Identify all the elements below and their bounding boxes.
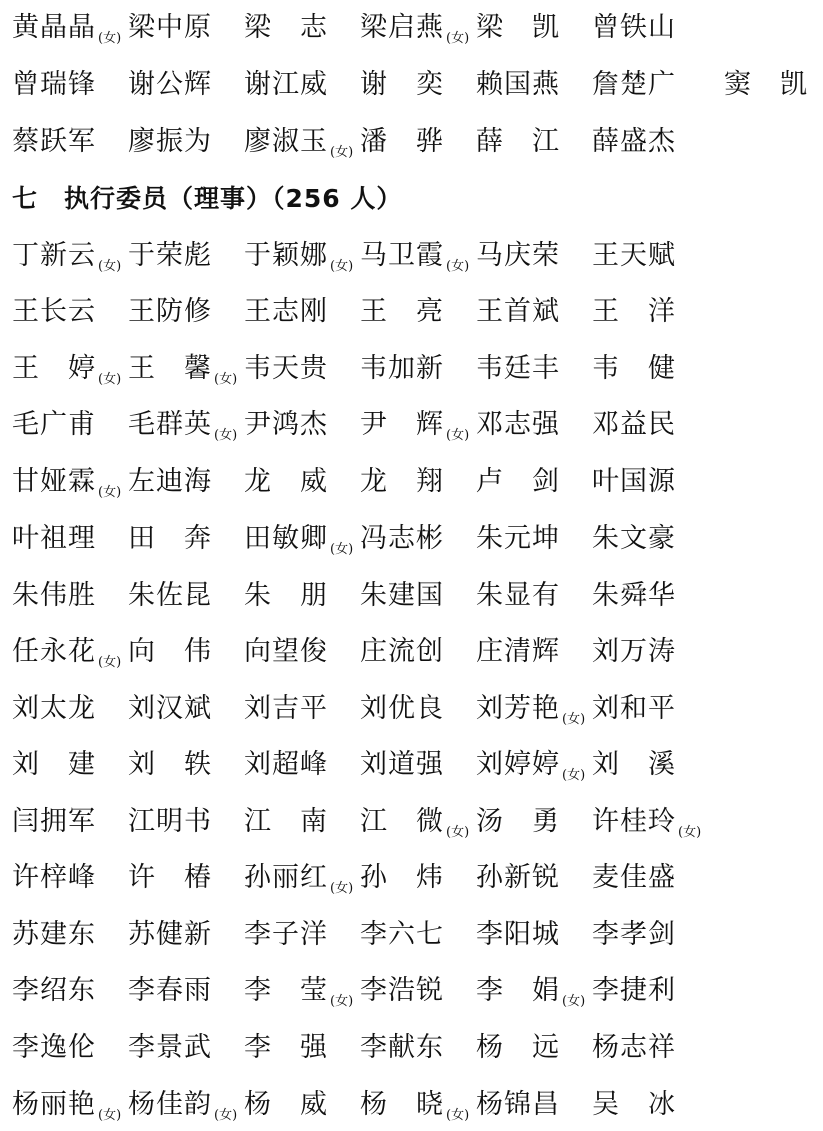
member-name: [360, 122, 444, 162]
member-name-text: 杨锦昌: [476, 1089, 560, 1120]
member-name: [128, 405, 237, 450]
member-name-text: 潘 骅: [360, 126, 444, 157]
member-name-text: 王长云: [12, 296, 96, 327]
member-name-text: 王 洋: [592, 296, 676, 327]
member-name-text: 江明书: [128, 806, 212, 837]
member-name: [128, 65, 212, 105]
member-name-text: 李捷利: [592, 975, 676, 1006]
member-name-text: 梁 凯: [476, 12, 560, 43]
member-name-text: 王 馨: [128, 353, 212, 384]
member-name-text: 韦加新: [360, 353, 444, 384]
female-tag: (女): [98, 655, 122, 670]
member-name: [592, 65, 676, 105]
member-name: [476, 292, 560, 332]
female-tag: (女): [98, 31, 122, 46]
member-name: [128, 802, 212, 842]
member-name: [592, 462, 676, 502]
member-name: [476, 122, 560, 162]
member-name-text: 刘 溪: [592, 749, 676, 780]
member-name: [360, 1085, 469, 1130]
member-name-text: 李六七: [360, 919, 444, 950]
member-name-text: 向 伟: [128, 636, 212, 667]
member-name: [244, 349, 328, 389]
member-name: [592, 576, 676, 616]
member-name: [592, 405, 676, 445]
member-name: [244, 8, 328, 48]
member-name-text: 韦廷丰: [476, 353, 560, 384]
member-name: [592, 745, 676, 785]
member-name: [592, 1085, 676, 1125]
female-tag: (女): [562, 712, 586, 727]
female-tag: (女): [214, 428, 238, 443]
member-name-text: 王 亮: [360, 296, 444, 327]
member-name-text: 许梓峰: [12, 862, 96, 893]
member-name: [592, 915, 676, 955]
member-name-text: 李景武: [128, 1032, 212, 1063]
member-name-text: 梁中原: [128, 12, 212, 43]
member-name: [12, 576, 96, 616]
member-name: [128, 858, 212, 898]
member-name-text: 叶国源: [592, 466, 676, 497]
member-name: [592, 858, 676, 898]
member-name: [12, 1028, 96, 1068]
member-name-text: 左迪海: [128, 466, 212, 497]
member-name-text: 朱文豪: [592, 523, 676, 554]
member-name-text: 薛盛杰: [592, 126, 676, 157]
member-name: [360, 971, 444, 1011]
member-name-text: 庄流创: [360, 636, 444, 667]
member-name: [128, 745, 212, 785]
member-name-text: 韦 健: [592, 353, 676, 384]
member-name: [476, 405, 560, 445]
female-tag: (女): [98, 372, 122, 387]
member-name: [12, 519, 96, 559]
member-name: [360, 745, 444, 785]
member-name: [128, 1028, 212, 1068]
member-name-text: 黄晶晶: [12, 12, 96, 43]
member-name: [476, 1028, 560, 1068]
member-name-text: 许桂玲: [592, 806, 676, 837]
member-name: [12, 1085, 121, 1130]
member-name-text: 孙新锐: [476, 862, 560, 893]
member-name-text: 刘优良: [360, 693, 444, 724]
member-name: [476, 858, 560, 898]
member-name-text: 詹楚广: [592, 69, 676, 100]
member-name-text: 闫拥军: [12, 806, 96, 837]
female-tag: (女): [330, 994, 354, 1009]
female-tag: (女): [214, 372, 238, 387]
member-name-text: 刘芳艳: [476, 693, 560, 724]
member-name-text: 王志刚: [244, 296, 328, 327]
member-name: [476, 8, 560, 48]
member-name: [476, 915, 560, 955]
member-name: [360, 292, 444, 332]
member-name: [244, 915, 328, 955]
member-name: [12, 292, 96, 332]
member-name: [12, 236, 121, 281]
member-name-text: 刘 轶: [128, 749, 212, 780]
member-name-text: 庄清辉: [476, 636, 560, 667]
member-name-text: 尹鸿杰: [244, 409, 328, 440]
member-name: [128, 236, 212, 276]
female-tag: (女): [330, 145, 354, 160]
member-name: [592, 236, 676, 276]
member-name: [12, 8, 121, 53]
member-name: [360, 519, 444, 559]
member-name: [592, 8, 676, 48]
member-name: [12, 122, 96, 162]
member-name-text: 李 强: [244, 1032, 328, 1063]
member-name-text: 邓志强: [476, 409, 560, 440]
member-name-text: 李阳城: [476, 919, 560, 950]
female-tag: (女): [98, 1108, 122, 1123]
member-name: [244, 519, 353, 564]
member-name-text: 李春雨: [128, 975, 212, 1006]
member-name: [244, 689, 328, 729]
member-name: [128, 1085, 237, 1130]
member-name-text: 孙 炜: [360, 862, 444, 893]
member-name-text: 李 莹: [244, 975, 328, 1006]
member-name: [244, 971, 353, 1016]
member-name: [128, 8, 212, 48]
female-tag: (女): [446, 31, 470, 46]
member-name: [128, 122, 212, 162]
member-name: [128, 971, 212, 1011]
member-name-text: 曾瑞锋: [12, 69, 96, 100]
member-name: [12, 971, 96, 1011]
member-name: [360, 802, 469, 847]
female-tag: (女): [446, 428, 470, 443]
female-tag: (女): [446, 1108, 470, 1123]
member-name-text: 许 椿: [128, 862, 212, 893]
member-name-text: 梁启燕: [360, 12, 444, 43]
member-name-text: 王防修: [128, 296, 212, 327]
member-name-text: 苏建东: [12, 919, 96, 950]
member-name: [360, 632, 444, 672]
member-name: [12, 689, 96, 729]
member-name: [128, 462, 212, 502]
member-name: [12, 405, 96, 445]
member-name: [592, 122, 676, 162]
member-name: [244, 1028, 328, 1068]
member-name-text: 窦 凯: [724, 69, 808, 100]
member-name: [128, 292, 212, 332]
member-name-text: 谢公辉: [128, 69, 212, 100]
member-name: [128, 689, 212, 729]
member-name: [12, 915, 96, 955]
member-name-text: 韦天贵: [244, 353, 328, 384]
member-name-text: 蔡跃军: [12, 126, 96, 157]
member-name: [360, 236, 469, 281]
member-name: [476, 462, 560, 502]
member-name: [592, 292, 676, 332]
member-name: [592, 632, 676, 672]
member-name-text: 李献东: [360, 1032, 444, 1063]
female-tag: (女): [562, 994, 586, 1009]
member-name-text: 王天赋: [592, 240, 676, 271]
member-name: [128, 349, 237, 394]
female-tag: (女): [98, 259, 122, 274]
member-name-text: 朱伟胜: [12, 580, 96, 611]
section-heading: 七 执行委员（理事）（256 人）: [12, 184, 403, 213]
member-name-text: 朱 朋: [244, 580, 328, 611]
member-name: [476, 632, 560, 672]
member-name: [476, 689, 585, 734]
member-name-text: 刘汉斌: [128, 693, 212, 724]
member-name-text: 刘和平: [592, 693, 676, 724]
female-tag: (女): [446, 259, 470, 274]
member-name-text: 刘万涛: [592, 636, 676, 667]
member-name: [244, 122, 353, 167]
member-name-text: 刘道强: [360, 749, 444, 780]
member-name-text: 李子洋: [244, 919, 328, 950]
member-name: [360, 405, 469, 450]
member-name: [592, 971, 676, 1011]
member-name: [244, 632, 328, 672]
female-tag: (女): [330, 259, 354, 274]
member-name: [244, 1085, 328, 1125]
member-name-text: 甘娅霖: [12, 466, 96, 497]
member-name: [244, 462, 328, 502]
member-name-text: 朱建国: [360, 580, 444, 611]
member-name-text: 赖国燕: [476, 69, 560, 100]
member-name: [360, 462, 444, 502]
member-name-text: 孙丽红: [244, 862, 328, 893]
member-name: [360, 858, 444, 898]
member-name: [244, 576, 328, 616]
member-name: [360, 8, 469, 53]
member-name-text: 邓益民: [592, 409, 676, 440]
member-name: [476, 349, 560, 389]
member-name-text: 曾铁山: [592, 12, 676, 43]
member-name-text: 李 娟: [476, 975, 560, 1006]
member-name-text: 李孝剑: [592, 919, 676, 950]
member-name-text: 于颖娜: [244, 240, 328, 271]
member-name-text: 刘超峰: [244, 749, 328, 780]
member-name-text: 龙 翔: [360, 466, 444, 497]
member-name: [128, 915, 212, 955]
member-name: [244, 858, 353, 903]
member-name: [476, 576, 560, 616]
member-name-text: 李逸伦: [12, 1032, 96, 1063]
member-name: [360, 349, 444, 389]
member-name-text: 刘 建: [12, 749, 96, 780]
member-name: [12, 745, 96, 785]
member-name-text: 江 微: [360, 806, 444, 837]
member-name-text: 于荣彪: [128, 240, 212, 271]
member-name-text: 朱舜华: [592, 580, 676, 611]
female-tag: (女): [330, 542, 354, 557]
member-name-text: 杨佳韵: [128, 1089, 212, 1120]
member-name: [476, 236, 560, 276]
member-name-text: 杨 威: [244, 1089, 328, 1120]
member-name-text: 王 婷: [12, 353, 96, 384]
member-name: [360, 1028, 444, 1068]
member-name: [12, 858, 96, 898]
member-name-text: 刘婷婷: [476, 749, 560, 780]
member-name: [592, 802, 701, 847]
member-name: [476, 519, 560, 559]
member-name: [12, 802, 96, 842]
member-name-text: 王首斌: [476, 296, 560, 327]
member-name: [244, 745, 328, 785]
member-name: [128, 576, 212, 616]
member-name-text: 苏健新: [128, 919, 212, 950]
member-name-text: 朱显有: [476, 580, 560, 611]
member-name-text: 杨丽艳: [12, 1089, 96, 1120]
member-name-text: 刘吉平: [244, 693, 328, 724]
member-name-text: 麦佳盛: [592, 862, 676, 893]
member-name-text: 叶祖理: [12, 523, 96, 554]
member-name-text: 李绍东: [12, 975, 96, 1006]
member-name: [360, 576, 444, 616]
member-name-text: 马庆荣: [476, 240, 560, 271]
female-tag: (女): [678, 825, 702, 840]
member-name-text: 廖振为: [128, 126, 212, 157]
member-name: [476, 971, 585, 1016]
member-name: [128, 519, 212, 559]
member-name-text: 李浩锐: [360, 975, 444, 1006]
member-name-text: 汤 勇: [476, 806, 560, 837]
member-name: [592, 689, 676, 729]
member-name-text: 朱佐昆: [128, 580, 212, 611]
member-name: [360, 65, 444, 105]
member-name-text: 冯志彬: [360, 523, 444, 554]
member-name: [128, 632, 212, 672]
member-name: [476, 745, 585, 790]
member-name: [12, 462, 121, 507]
member-name: [476, 65, 560, 105]
member-name-text: 杨志祥: [592, 1032, 676, 1063]
member-name: [244, 802, 328, 842]
member-name-text: 毛广甫: [12, 409, 96, 440]
member-name-text: 江 南: [244, 806, 328, 837]
female-tag: (女): [330, 881, 354, 896]
member-name-text: 马卫霞: [360, 240, 444, 271]
female-tag: (女): [214, 1108, 238, 1123]
member-name: [360, 915, 444, 955]
member-name-text: 杨 远: [476, 1032, 560, 1063]
member-name-text: 刘太龙: [12, 693, 96, 724]
female-tag: (女): [562, 768, 586, 783]
member-name-text: 谢 奕: [360, 69, 444, 100]
member-name: [476, 802, 560, 842]
member-name: [12, 632, 121, 677]
member-name: [476, 1085, 560, 1125]
member-name-text: 任永花: [12, 636, 96, 667]
member-name: [244, 65, 328, 105]
member-name-text: 尹 辉: [360, 409, 444, 440]
member-name: [244, 405, 328, 445]
member-name: [360, 689, 444, 729]
member-name-text: 龙 威: [244, 466, 328, 497]
member-name-text: 杨 晓: [360, 1089, 444, 1120]
member-name-text: 薛 江: [476, 126, 560, 157]
member-name: [592, 1028, 676, 1068]
female-tag: (女): [98, 485, 122, 500]
member-name-text: 丁新云: [12, 240, 96, 271]
member-name: [592, 519, 676, 559]
member-name-text: 田 奔: [128, 523, 212, 554]
member-name-text: 廖淑玉: [244, 126, 328, 157]
member-name: [244, 236, 353, 281]
member-name-text: 朱元坤: [476, 523, 560, 554]
member-name-text: 谢江威: [244, 69, 328, 100]
member-name-text: 吴 冰: [592, 1089, 676, 1120]
member-name: [244, 292, 328, 332]
member-name-text: 田敏卿: [244, 523, 328, 554]
member-name: [12, 349, 121, 394]
member-name-text: 向望俊: [244, 636, 328, 667]
member-name-text: 毛群英: [128, 409, 212, 440]
member-name-text: 卢 剑: [476, 466, 560, 497]
member-name-text: 梁 志: [244, 12, 328, 43]
female-tag: (女): [446, 825, 470, 840]
member-name: [724, 65, 808, 105]
member-name: [592, 349, 676, 389]
member-name: [12, 65, 96, 105]
